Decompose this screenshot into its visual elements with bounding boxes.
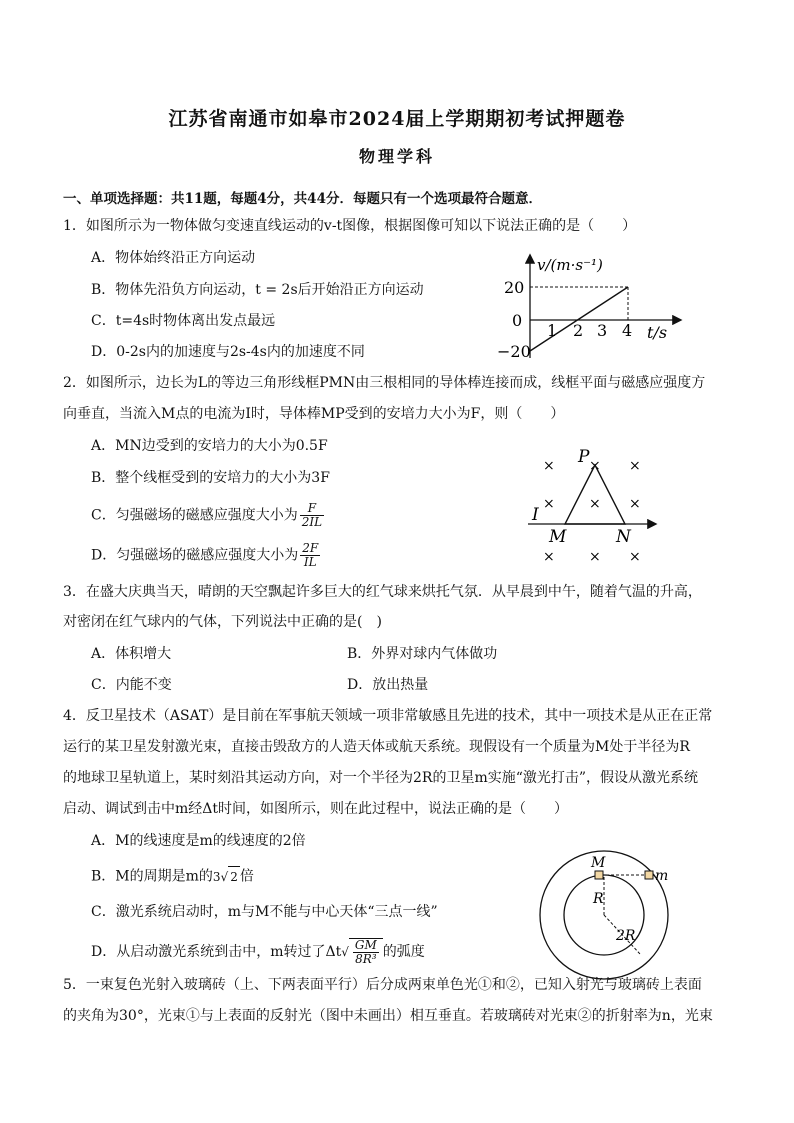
q4-option-a: A．M的线速度是m的线速度的2倍 bbox=[91, 833, 306, 849]
q2-option-d-text: D．匀强磁场的磁感应强度大小为 bbox=[91, 547, 299, 564]
q1-xtick-2: 2 bbox=[573, 321, 584, 340]
q4-orbit-figure bbox=[537, 848, 671, 982]
q2-c-numerator: F bbox=[300, 502, 324, 516]
q4-satellite-M bbox=[595, 871, 603, 879]
q2-cross: × bbox=[543, 458, 555, 474]
q2-label-M: M bbox=[549, 527, 567, 547]
q3-option-b: B．外界对球内气体做功 bbox=[347, 646, 498, 662]
q2-cross: × bbox=[629, 549, 641, 565]
q2-cross: × bbox=[629, 496, 641, 512]
q2-label-I: I bbox=[532, 505, 539, 525]
q1-stem: 1．如图所示为一物体做匀变速直线运动的v-t图像，根据图像可知以下说法正确的是（ ） bbox=[63, 218, 637, 234]
q2-option-c-fraction bbox=[300, 502, 324, 529]
q1-xtick-3: 3 bbox=[597, 321, 608, 340]
q1-xtick-4: 4 bbox=[622, 321, 633, 340]
q3-stem-line2: 对密闭在红气球内的气体，下列说法中正确的是( ) bbox=[63, 614, 382, 630]
section-heading: 一、单项选择题：共11题，每题4分，共44分．每题只有一个选项最符合题意． bbox=[63, 191, 542, 207]
q1-option-c: C．t=4s时物体离出发点最远 bbox=[91, 313, 276, 329]
q2-c-denominator: 2IL bbox=[301, 515, 323, 529]
q2-label-N: N bbox=[616, 527, 631, 547]
q4-d-denominator: 8R³ bbox=[355, 952, 377, 966]
q4-label-2R: 2R bbox=[616, 928, 636, 944]
q2-triangle-figure bbox=[525, 440, 665, 570]
q2-stem-line2: 向垂直，当流入M点的电流为I时，导体棒MP受到的安培力大小为F，则（ ） bbox=[63, 406, 565, 422]
q4-label-m: m bbox=[655, 868, 669, 884]
q2-cross: × bbox=[629, 458, 641, 474]
exam-title: 江苏省南通市如皋市2024届上学期期初考试押题卷 bbox=[168, 108, 626, 130]
q2-option-d-fraction bbox=[300, 542, 320, 569]
q4-b-coef: 3 bbox=[212, 870, 221, 884]
q4-option-d-suffix: 的弧度 bbox=[382, 944, 425, 960]
q4-option-b-text: B．M的周期是m的 bbox=[91, 868, 213, 885]
q2-cross: × bbox=[543, 549, 555, 565]
q3-option-d: D．放出热量 bbox=[347, 677, 429, 693]
q2-cross: × bbox=[589, 496, 601, 512]
q4-d-fraction bbox=[353, 939, 379, 966]
q4-option-d bbox=[91, 938, 425, 966]
q3-option-a: A．体积增大 bbox=[91, 646, 172, 662]
q1-ytick-neg20: −20 bbox=[497, 342, 531, 361]
q2-label-P: P bbox=[578, 447, 590, 467]
q4-label-M: M bbox=[591, 855, 606, 871]
q1-xlabel: t/s bbox=[647, 323, 668, 342]
q2-option-c-text: C．匀强磁场的磁感应强度大小为 bbox=[91, 507, 298, 524]
q4-option-b-suffix: 倍 bbox=[239, 868, 254, 885]
q4-option-c: C．激光系统启动时，m与M不能与中心天体“三点一线” bbox=[91, 904, 438, 920]
q1-ylabel: v/(m·s⁻¹) bbox=[537, 256, 603, 274]
q1-option-b: B．物体先沿负方向运动，t = 2s后开始沿正方向运动 bbox=[91, 282, 424, 298]
q4-label-R: R bbox=[593, 891, 604, 907]
q2-option-d bbox=[91, 542, 322, 569]
q1-option-d: D．0-2s内的加速度与2s-4s内的加速度不同 bbox=[91, 344, 365, 360]
q2-d-denominator: IL bbox=[303, 555, 317, 569]
q3-option-c: C．内能不变 bbox=[91, 677, 172, 693]
q2-cross: × bbox=[589, 549, 601, 565]
q2-option-c bbox=[91, 502, 326, 529]
q4-option-d-radical: √ $\frac{GM}{\text{8R³}}$ bbox=[341, 938, 383, 966]
q5-stem-line1: 5．一束复色光射入玻璃砖（上、下两表面平行）后分成两束单色光①和②，已知入射光与玻璃砖上表面 bbox=[63, 977, 702, 993]
q4-stem-line1: 4．反卫星技术（ASAT）是目前在军事航天领域一项非常敏感且先进的技术，其中一项技术是从正在正常 bbox=[63, 708, 713, 724]
q4-stem-line2: 运行的某卫星发射激光束，直接击毁敌方的人造天体或航天系统。现假设有一个质量为M处于半径为R bbox=[63, 739, 690, 755]
q2-cross: × bbox=[589, 458, 601, 474]
q4-d-numerator: GM bbox=[354, 938, 377, 952]
q4-d-radicand bbox=[349, 938, 383, 966]
q1-option-a: A．物体始终沿正方向运动 bbox=[91, 250, 256, 266]
q1-xtick-1: 1 bbox=[547, 321, 558, 340]
q3-stem-line1: 3．在盛大庆典当天，晴朗的天空飘起许多巨大的红气球来烘托气氛．从早晨到中午，随着气温的升高， bbox=[63, 584, 702, 600]
q2-option-b: B．整个线框受到的安培力的大小为3F bbox=[91, 470, 330, 486]
q1-ytick-20: 20 bbox=[504, 278, 525, 297]
q4-option-b bbox=[91, 866, 254, 887]
q4-option-d-text: D．从启动激光系统到击中，m转过了Δt bbox=[91, 944, 342, 960]
q1-ytick-0: 0 bbox=[512, 311, 523, 330]
q2-stem-line1: 2．如图所示，边长为L的等边三角形线框PMN由三根相同的导体棒连接而成，线框平面与磁感应强度方 bbox=[63, 375, 706, 391]
q2-d-numerator: 2F bbox=[302, 541, 319, 555]
q4-b-radicand: 2 bbox=[228, 866, 240, 887]
q5-stem-line2: 的夹角为30°，光束①与上表面的反射光（图中未画出）相互垂直。若玻璃砖对光束②的折射率为n，光束 bbox=[63, 1008, 713, 1024]
q4-stem-line3: 的地球卫星轨道上，某时刻沿其运动方向，对一个半径为2R的卫星m实施“激光打击”，假设从激光系统 bbox=[63, 770, 699, 786]
q1-vt-graph bbox=[495, 250, 685, 365]
q4-stem-line4: 启动、调试到击中m经Δt时间，如图所示，则在此过程中，说法正确的是（ ） bbox=[63, 801, 569, 817]
q4-option-b-radical: 3√ 2 bbox=[213, 866, 240, 887]
q1-vt-line bbox=[530, 287, 628, 351]
q2-option-a: A．MN边受到的安培力的大小为0.5F bbox=[91, 438, 328, 454]
exam-subject: 物理学科 bbox=[358, 147, 435, 166]
q4-satellite-m bbox=[645, 871, 653, 879]
q2-cross: × bbox=[543, 496, 555, 512]
